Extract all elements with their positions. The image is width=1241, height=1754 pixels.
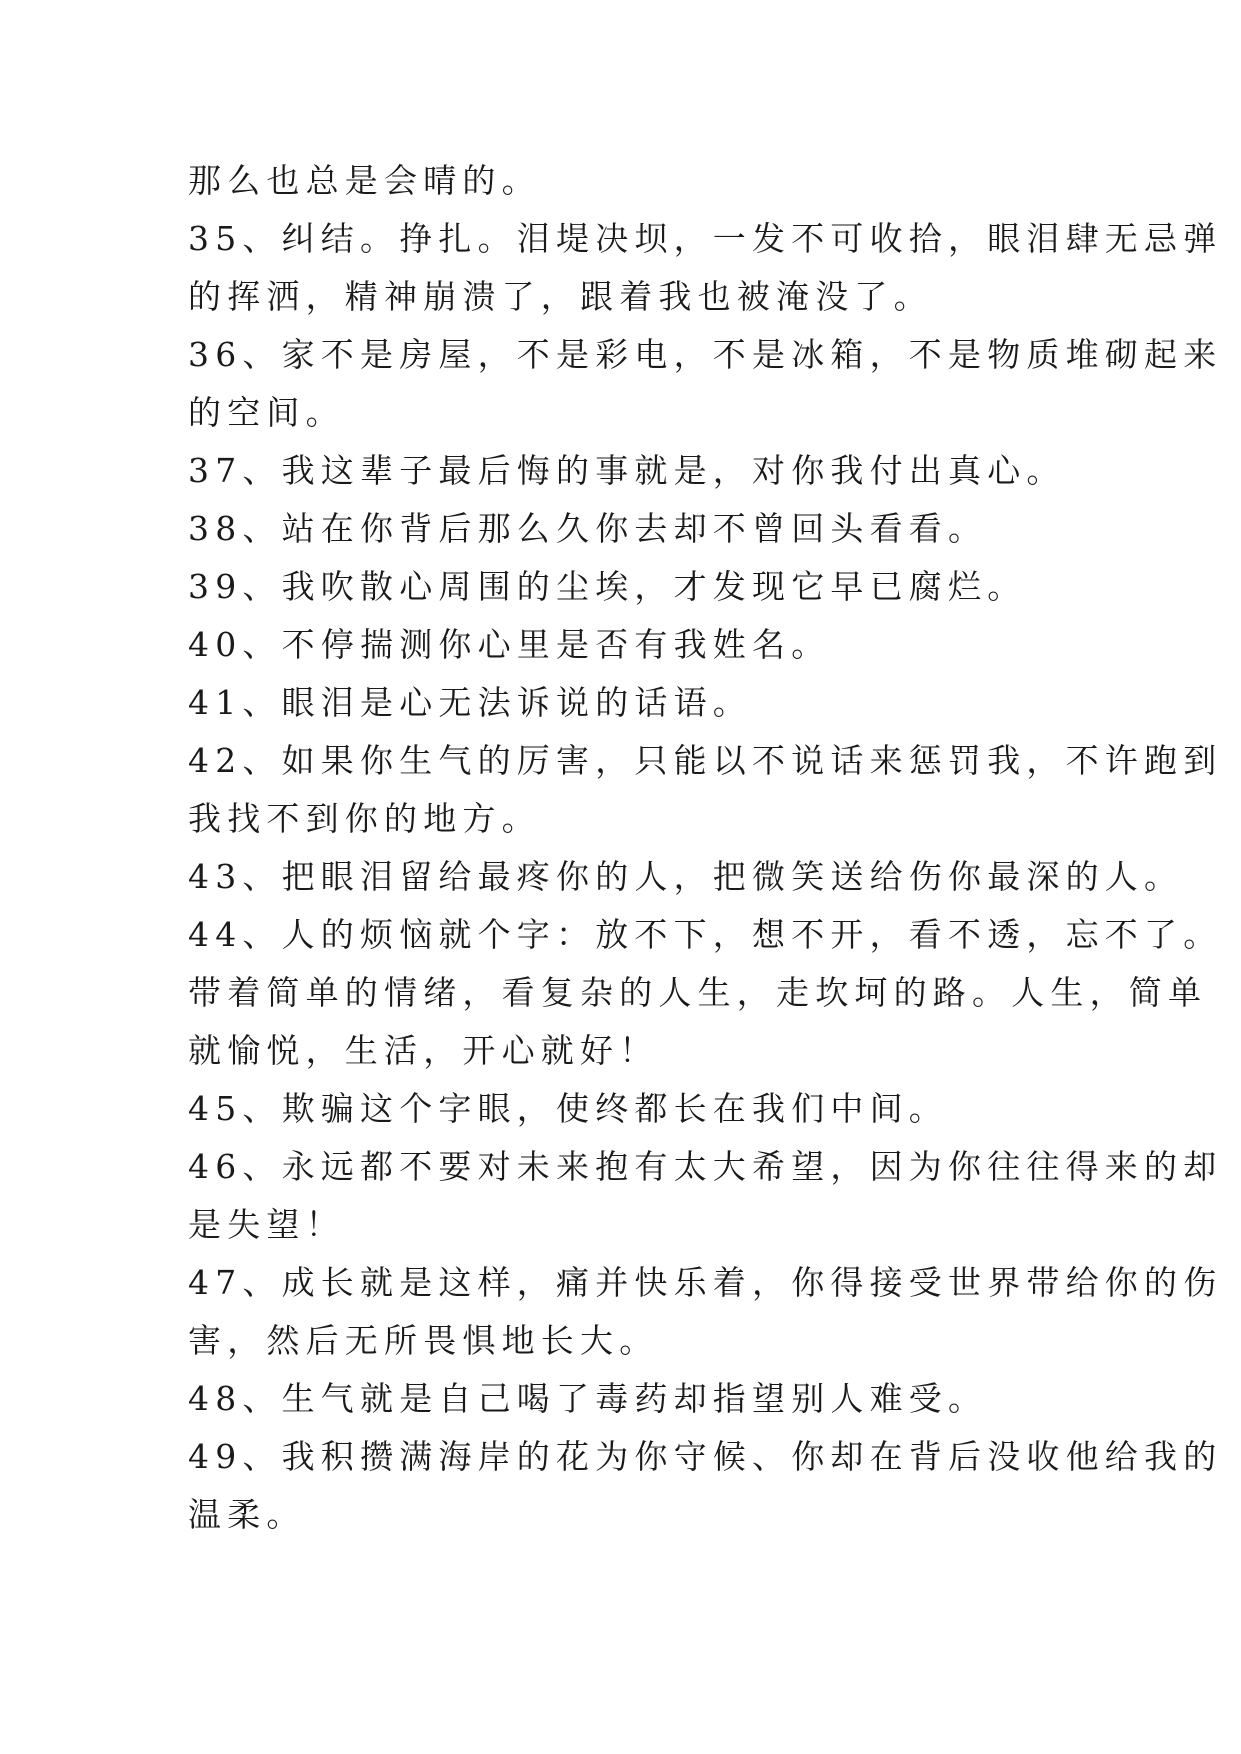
text-line: 36、家不是房屋，不是彩电，不是冰箱，不是物质堆砌起来 [188,335,1223,374]
text-line: 那么也总是会晴的。 [188,161,541,200]
text-line: 就愉悦，生活，开心就好！ [188,1031,659,1070]
text-line: 的空间。 [188,393,345,432]
text-line: 41、眼泪是心无法诉说的话语。 [188,683,752,722]
text-line: 38、站在你背后那么久你去却不曾回头看看。 [188,509,988,548]
text-line: 40、不停揣测你心里是否有我姓名。 [188,625,831,664]
text-line: 35、纠结。挣扎。泪堤决坝，一发不可收拾，眼泪肆无忌弹 [188,219,1223,258]
text-line: 温柔。 [188,1495,306,1534]
text-line: 的挥洒，精神崩溃了，跟着我也被淹没了。 [188,277,933,316]
document-body [188,152,1223,1544]
text-line: 我找不到你的地方。 [188,799,541,838]
text-line: 47、成长就是这样，痛并快乐着，你得接受世界带给你的伤 [188,1263,1223,1302]
text-line: 45、欺骗这个字眼，使终都长在我们中间。 [188,1089,948,1128]
text-line: 37、我这辈子最后悔的事就是，对你我付出真心。 [188,451,1066,490]
text-line: 害，然后无所畏惧地长大。 [188,1321,659,1360]
text-line: 带着简单的情绪，看复杂的人生，走坎坷的路。人生，简单 [188,973,1208,1012]
text-line: 42、如果你生气的厉害，只能以不说话来惩罚我，不许跑到 [188,741,1223,780]
text-line: 是失望！ [188,1205,345,1244]
text-line: 46、永远都不要对未来抱有太大希望，因为你往往得来的却 [188,1147,1223,1186]
text-line: 43、把眼泪留给最疼你的人，把微笑送给伤你最深的人。 [188,857,1184,896]
text-line: 39、我吹散心周围的尘埃，才发现它早已腐烂。 [188,567,1027,606]
text-line: 48、生气就是自己喝了毒药却指望别人难受。 [188,1379,988,1418]
text-line: 49、我积攒满海岸的花为你守候、你却在背后没收他给我的 [188,1437,1223,1476]
text-line: 44、人的烦恼就个字：放不下，想不开，看不透，忘不了。 [188,915,1223,954]
